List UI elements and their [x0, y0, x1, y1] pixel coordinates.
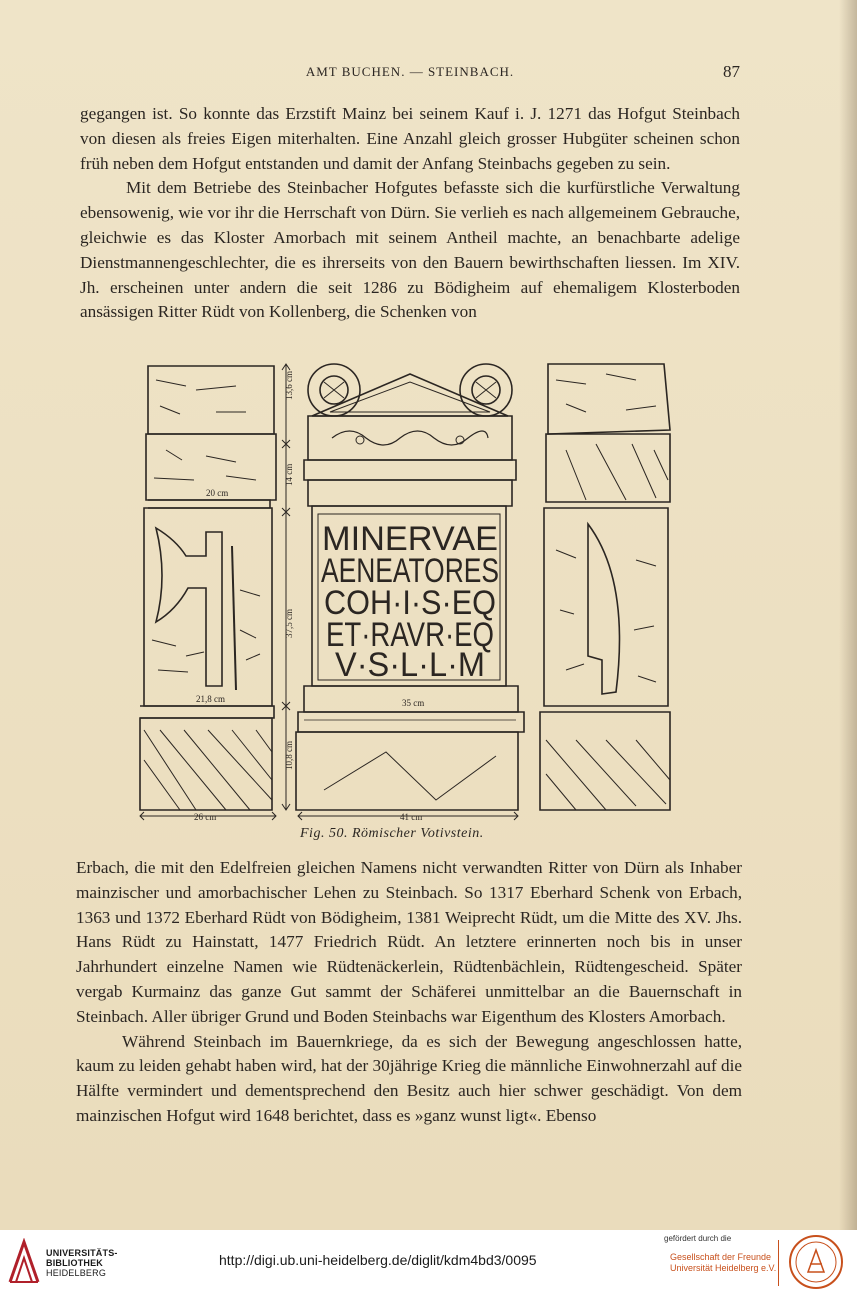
- paragraph: Mit dem Betriebe des Steinbacher Hofgutes befasste sich die kurfürstliche Verwaltung ebensowenig, wie vor ihr die Herrschaft von Dürn. Sie verlieh es nach allgemeinem Gebrauche, gleichwie es das Kloster Amorbach mit seinem Antheil machte, an benachbarte adelige Dienstmannengeschlechter, die es ihrerseits von den Bauern bewirthschaften liessen. Im XIV. Jh. erscheinen unter andern die seit 1286 zu Bödigheim auf ehemaligem Klosterboden ansässigen Ritter Rüdt von Kollenberg, die Schenken von: [80, 178, 740, 322]
- right-side-view: [540, 364, 670, 810]
- sponsor-name-line-2: Universität Heidelberg e.V.: [670, 1263, 777, 1273]
- running-head: [80, 62, 740, 84]
- sponsor-intro: gefördert durch die: [664, 1234, 732, 1243]
- inscription-line-3: COH·I·S·EQ: [324, 584, 496, 622]
- dim-upper: 14 cm: [284, 463, 294, 486]
- inscription-line-4: ET·RAVR·EQ: [326, 616, 494, 654]
- library-name-line-3: HEIDELBERG: [46, 1268, 107, 1278]
- university-library-logo-icon: [8, 1238, 40, 1284]
- dim-left-lower: 21,8 cm: [196, 694, 225, 704]
- inscription-line-5: V·S·L·L·M: [335, 646, 485, 684]
- sponsor-name-line-1: Gesellschaft der Freunde: [670, 1252, 772, 1262]
- paragraph: Während Steinbach im Bauernkriege, da es sich der Bewegung angeschlossen hatte, kaum zu leiden gehabt haben wird, hat der 30jährige Krieg die männliche Einwohnerzahl auf die Hälfte vermindert und dementsprechend den Besitz auch hier schwer geschädigt. Von dem mainzischen Hofgut wird 1648 berichtet, dass es »ganz wunst ligt«. Ebenso: [76, 1031, 742, 1125]
- votive-stone-illustration: [136, 360, 676, 822]
- dim-top: 13,6 cm: [284, 371, 294, 400]
- dim-lower: 10,8 cm: [284, 741, 294, 770]
- inscription-line-1: MINERVAE: [322, 520, 498, 558]
- dim-inscription-width: 35 cm: [402, 698, 425, 708]
- paragraph: Erbach, die mit den Edelfreien gleichen Namens nicht verwandten Ritter von Dürn als Inhaber mainzischer und amorbachischer Lehen zu Steinbach. So 1317 Eberhard Schenk von Erbach, 1363 und 1372 Eberhard Rüdt von Bödigheim, 1381 Weiprecht Rüdt, um die Mitte des XV. Jhs. Hans Rüdt zu Hainstatt, 1477 Friedrich Rüdt. An letztere erinnerten noch bis in unser Jahrhundert einzelne Namen wie Rüdtenäckerlein, Rüdtenbächlein, Rüdtengescheid. Später vergab Kurmainz das ganze Gut sammt der Schäferei unmittelbar an die Bauernschaft in Steinbach. Aller übriger Grund und Boden Steinbachs war Eigenthum des Klosters Amorbach.: [76, 858, 742, 1026]
- library-name: [46, 1248, 118, 1278]
- figure-caption: Fig. 50. Römischer Votivstein.: [300, 826, 484, 841]
- dim-left-upper: 20 cm: [206, 488, 229, 498]
- dim-middle: 37,5 cm: [284, 609, 294, 638]
- body-text-top: [80, 102, 740, 325]
- page-number: 87: [723, 62, 740, 81]
- digitization-footer: [0, 1230, 857, 1293]
- body-text-bottom: [76, 856, 742, 1129]
- sponsor-name: [670, 1252, 776, 1274]
- dim-width-front: 41 cm: [400, 812, 423, 822]
- inscription: [321, 520, 499, 684]
- inscription-line-2: AENEATORES: [321, 552, 499, 590]
- permalink-url[interactable]: http://digi.ub.uni-heidelberg.de/diglit/kdm4bd3/0095: [219, 1252, 537, 1268]
- paragraph: gegangen ist. So konnte das Erzstift Mainz bei seinem Kauf i. J. 1271 das Hofgut Steinbach von diesen als freies Eigen miterhalten. Eine Anzahl gleich grosser Hubgüter scheinen schon früh neben dem Hofgut entstanden und damit der Anfang Steinbachs gegeben zu sein.: [80, 104, 740, 173]
- library-name-line-2: BIBLIOTHEK: [46, 1258, 103, 1268]
- running-title: AMT BUCHEN. — STEINBACH.: [305, 64, 515, 79]
- library-name-line-1: UNIVERSITÄTS-: [46, 1248, 118, 1258]
- dim-width-side: 26 cm: [194, 812, 217, 822]
- left-side-view: [140, 366, 276, 810]
- sponsor-divider: [778, 1240, 779, 1286]
- university-seal-icon: [788, 1234, 844, 1290]
